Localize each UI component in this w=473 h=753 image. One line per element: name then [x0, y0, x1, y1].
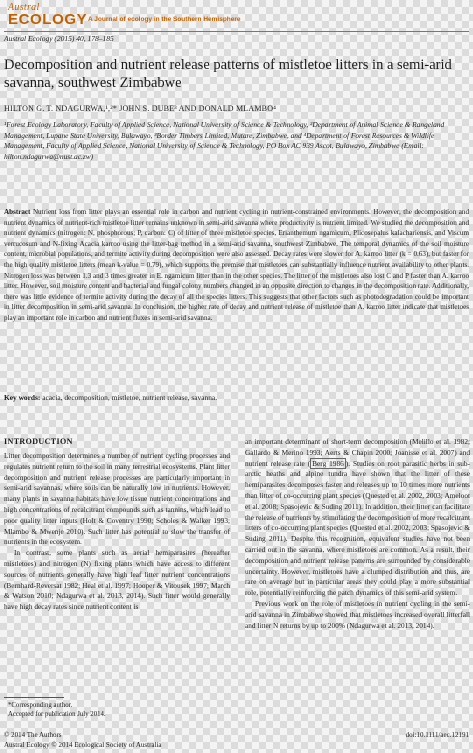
footnote [8, 701, 106, 719]
keywords-label: Key words: [4, 393, 41, 402]
paragraph: Previous work on the role of mistletoes in nutrient cycling in the semi-arid savanna in Zimbabwe showed that mistletoes increased overall litterfall and litter N returns by up to 200% (Ndagurwa et al. 2013, 2014). [245, 598, 470, 630]
footnote-rule [4, 697, 64, 698]
doi[interactable]: doi:10.1111/aec.12191 [405, 731, 469, 739]
journal-logo: ECOLOGY [8, 11, 88, 28]
keywords-text: acacia, decomposition, mistletoe, nutrient release, savanna. [42, 393, 218, 402]
corresponding-author-note: *Corresponding author. [8, 702, 73, 709]
abstract-text: Nutrient loss from litter plays an essential role in carbon and nutrient cycling in nutrient-constrained environments. However, the decomposition and nutrient dynamics of nutrient-rich mistletoe litter remains unknown in semi-arid savanna where productivity is nutrient limited. We studied the decomposition and nutrient dynamics (nitrogen: N, phosphorous; P, carbon: C) of litter of three mistletoe species, Erianthemum ngamicum, Plicosepalus kalachariensis, and Viscum verrucosum and N-fixing Acacia karroo using the litter-bag method in a semi-arid savanna, southwest Zimbabwe. The temporal dynamics of the soil moisture content, microbial populations, and termite activity during decomposition were also assessed. Decay rates were slower for A. karroo litter (k = 0.63), but faster for the high quality mistletoe litters (mean k-value = 0.79), which supports the premise that mistletoes can substantially influence nutrient availability to other plants. Nitrogen loss was between 1.3 and 3 times greater in E. ngamicum litter than in the other species. The litter of the mistletoes also lost C and P faster than A. karroo litter. However, soil moisture content and bacterial and fungal colony numbers changed in an opposite direction to changes in the decomposition rate. Additionally, there was little evidence of termite activity during the decay of all the species litters. This suggests that other factors such as photodegradation could be important in litter decomposition in semi-arid savanna. In conclusion, the higher rate of decay and nutrient release of mistletoe than A. karroo litter indicate that mistletoes play an important role in carbon and nutrient fluxes in semi-arid savanna. [4, 208, 469, 322]
article-title: Decomposition and nutrient release patterns of mistletoe litters in a semi-arid savanna, southwest Zimbabwe [4, 57, 452, 91]
paragraph [245, 437, 470, 599]
paragraph: In contrast, some plants such as aerial hemiparasites (hereafter mistletoes) and nitrogen (N) fixing plants which have access to different sources of nutrients generally have high leaf litter nutrient concentrations (Bernhard-Reversat 1982; Heal et al. 1997; Hooper & Vitousek 1997; March & Watson 2010; Ndagurwa et al. 2013, 2014). Such litter would generally have high decay rates since nutrient content is [4, 548, 230, 612]
paragraph-text: an important determinant of short-term decomposition (Melillo et al. 1982; Gallardo & Merino 1993; Aerts & Chapin 2000; Joanisse et al. 2007) and nutrient release rate ( [245, 437, 470, 468]
copyright-line: Austral Ecology © 2014 Ecological Society of Australia [4, 740, 162, 749]
journal-tagline: A Journal of ecology in the Southern Hemisphere [88, 16, 241, 23]
paragraph: Litter decomposition determines a number of nutrient cycling processes and regulates nutrient return to the soil in many terrestrial ecosystems. Plant litter decomposition and nutrient release processes are particularly important in semi-arid savannas, where soils can be naturally low in nutrients. However, many plants in savanna habitats have low tissue nutrient concentrations and high concentrations of recalcitrant compounds such as tannins, which lead to poor quality litter inputs (Holt & Coventry 1990; Scholes & Walker 1993; Mlambo & Mwenje 2010). Such litter has potential to slow the transfer of nutrients in the ecosystem. [4, 451, 230, 547]
section-heading-introduction: INTRODUCTION [4, 437, 73, 446]
journal-logo-top: Austral [8, 2, 40, 13]
citation-link[interactable]: Berg 1986 [312, 458, 344, 468]
masthead-rule [4, 31, 469, 32]
accepted-note: Accepted for publication July 2014. [8, 711, 106, 718]
abstract-block [4, 207, 469, 324]
paragraph-text: ). Studies on root parasitic herbs in sub-arctic heaths and alpine tundra have shown that the litter of these hemiparasites decomposes faster and releases up to 10 times more nutrients than litter of co-occurring plant species (Quested et al. 2002, 2003; Ameloot et al. 2008; Spasojevic & Suding 2011). In addition, their litter can facilitate the release of nutrients by stimulating the decomposition of more recalcitrant litters of co-occurring plant species (Quested et al. 2002, 2003; Spasojevic & Suding 2011). Despite this recognition, equivalent studies have not been carried out in the savanna, where mistletoes are common. As a result, their decomposition and nutrient release patterns are surrounded by considerable uncertainty. However, mistletoes have a clumped distribution and thus, are rare on average but in particular areas they could play a more substantial role, potentially reinforcing the patch dynamics of this semi-arid system. [245, 458, 470, 598]
abstract-label: Abstract [4, 208, 31, 216]
copyright-line: © 2014 The Authors [4, 731, 62, 739]
author-list: HILTON G. T. NDAGURWA,¹,²* JOHN S. DUBE³ AND DONALD MLAMBO⁴ [4, 104, 277, 113]
journal-masthead [4, 2, 469, 32]
column-right [245, 437, 470, 631]
copyright [4, 731, 162, 750]
column-left [4, 451, 230, 613]
keywords-block [4, 393, 469, 402]
citation-line: Austral Ecology (2015) 40, 178–185 [4, 34, 114, 43]
affiliations: ¹Forest Ecology Laboratory, Faculty of Applied Science, National University of Science & Technology, ²Department of Animal Science & Rangeland Management, Lupane State University, Bulawayo, ³Border Timbers Limited, Mutare, Zimbabwe, and ⁴Department of Forest Resources & Wildlife Management, Faculty of Applied Science, National University of Science & Technology, PO Box AC 939 Ascot, Bulawayo, Zimbabwe (Email: hilton.ndagurwa@nust.ac.zw) [4, 120, 445, 161]
